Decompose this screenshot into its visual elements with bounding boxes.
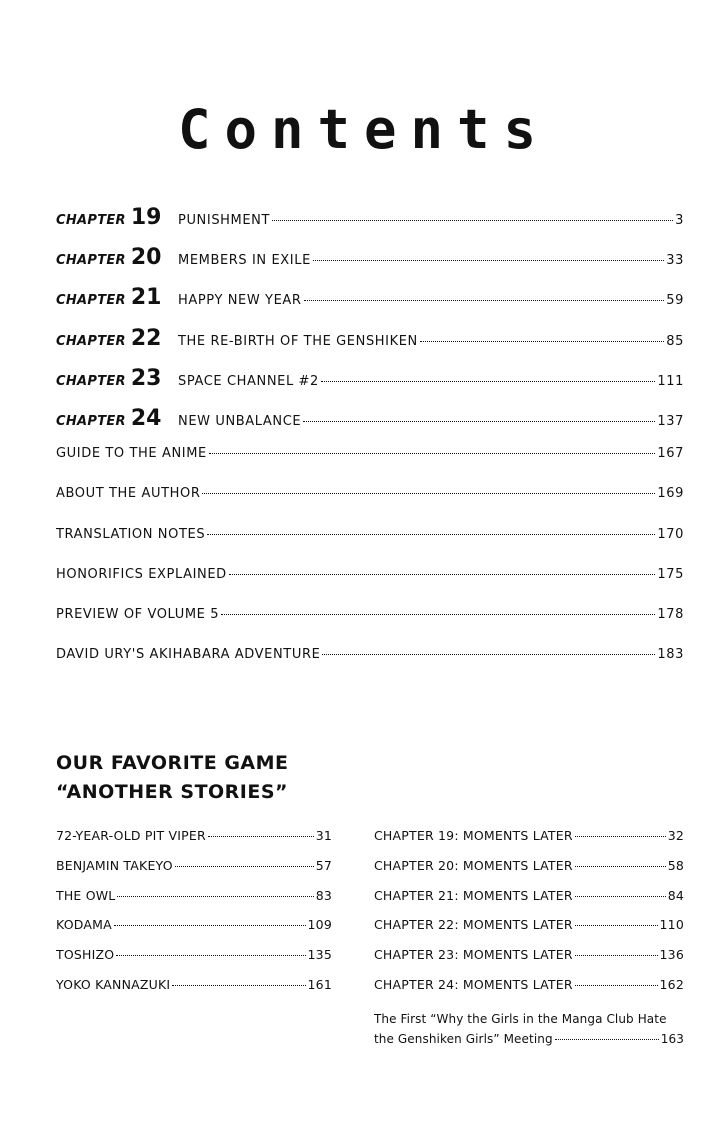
dot-leader	[575, 925, 658, 926]
page-number: 170	[657, 526, 684, 542]
dot-leader	[303, 421, 655, 422]
dot-leader	[321, 381, 655, 382]
game-section-heading	[56, 749, 289, 807]
chapter-label	[56, 326, 178, 351]
game-list-left	[56, 828, 332, 1007]
toc-chapter-21[interactable]	[56, 285, 684, 325]
toc-guide-to-the-anime[interactable]	[56, 446, 684, 486]
entry-title: BENJAMIN TAKEYO	[56, 857, 173, 873]
dot-leader	[575, 866, 666, 867]
page-number: 32	[667, 828, 684, 843]
chapter-label	[56, 366, 178, 391]
dot-leader	[207, 534, 655, 535]
dot-leader	[202, 493, 655, 494]
dot-leader	[229, 574, 656, 575]
chapter-number: 22	[130, 325, 162, 351]
dot-leader	[575, 836, 666, 837]
page-number: 137	[657, 413, 684, 429]
dot-leader	[575, 985, 658, 986]
chapter-label	[56, 285, 178, 310]
toc-chapter-24[interactable]	[56, 406, 684, 446]
entry-title: TRANSLATION NOTES	[56, 526, 206, 542]
game-section-title-line2: “ANOTHER STORIES”	[56, 781, 289, 803]
chapter-word: CHAPTER	[56, 413, 126, 429]
list-item[interactable]	[374, 858, 684, 888]
chapter-title: THE RE-BIRTH OF THE GENSHIKEN	[178, 333, 418, 349]
toc-chapter-22[interactable]	[56, 326, 684, 366]
toc-akihabara-adventure[interactable]	[56, 647, 684, 687]
page-number: 183	[657, 647, 684, 663]
chapter-word: CHAPTER	[56, 253, 126, 269]
chapter-title: SPACE CHANNEL #2	[178, 373, 319, 389]
page-number: 136	[659, 947, 684, 963]
special-entry-line1: The First “Why the Girls in the Manga Club Hate	[374, 1011, 667, 1026]
chapter-title: NEW UNBALANCE	[178, 413, 302, 429]
chapter-title: PUNISHMENT	[178, 213, 271, 228]
dot-leader	[313, 260, 664, 261]
dot-leader	[172, 985, 305, 986]
page-number: 175	[657, 566, 684, 582]
chapter-number: 19	[130, 205, 162, 230]
page-number: 178	[657, 606, 684, 622]
entry-title: CHAPTER 22: MOMENTS LATER	[374, 917, 573, 933]
dot-leader	[322, 654, 655, 655]
page-number: 162	[659, 976, 684, 992]
entry-title: CHAPTER 21: MOMENTS LATER	[374, 887, 573, 903]
chapter-word: CHAPTER	[56, 373, 126, 389]
page-number: 109	[307, 917, 332, 933]
special-entry-line2: the Genshiken Girls” Meeting	[374, 1031, 553, 1046]
page-number: 83	[315, 887, 332, 903]
entry-title: KODAMA	[56, 917, 112, 933]
table-of-contents	[56, 205, 684, 687]
list-item[interactable]	[56, 888, 332, 918]
list-item[interactable]	[56, 947, 332, 977]
chapter-word: CHAPTER	[56, 293, 126, 309]
dot-leader	[575, 896, 666, 897]
page-number: 135	[307, 947, 332, 963]
chapter-word: CHAPTER	[56, 333, 126, 349]
toc-preview-of-volume-5[interactable]	[56, 607, 684, 647]
page-number: 169	[657, 486, 684, 502]
entry-title: TOSHIZO	[56, 947, 115, 963]
chapter-label	[56, 406, 178, 431]
page-number: 85	[666, 333, 684, 349]
page-number: 59	[666, 293, 684, 309]
entry-title: 72-YEAR-OLD PIT VIPER	[56, 828, 206, 843]
entry-title: CHAPTER 24: MOMENTS LATER	[374, 976, 573, 992]
page-number: 57	[315, 857, 332, 873]
chapter-label	[56, 205, 178, 230]
chapter-label	[56, 245, 178, 270]
page-number: 111	[657, 373, 684, 389]
dot-leader	[208, 836, 314, 837]
special-entry-line2-row	[374, 1029, 684, 1049]
chapter-number: 23	[130, 365, 162, 391]
entry-title: ABOUT THE AUTHOR	[56, 486, 201, 502]
dot-leader	[272, 220, 673, 221]
list-item[interactable]	[374, 977, 684, 1007]
entry-title: GUIDE TO THE ANIME	[56, 446, 207, 462]
entry-title: CHAPTER 20: MOMENTS LATER	[374, 857, 573, 873]
list-item[interactable]	[374, 947, 684, 977]
entry-title: CHAPTER 19: MOMENTS LATER	[374, 828, 573, 843]
entry-title: THE OWL	[56, 887, 116, 903]
chapter-word: CHAPTER	[56, 213, 126, 228]
page-number: 110	[659, 917, 684, 933]
toc-chapter-19[interactable]	[56, 205, 684, 245]
chapter-title: HAPPY NEW YEAR	[178, 293, 302, 309]
list-item[interactable]	[56, 828, 332, 858]
chapter-number: 24	[130, 405, 162, 431]
page-number: 33	[666, 253, 684, 269]
toc-honorifics-explained[interactable]	[56, 567, 684, 607]
list-item[interactable]	[374, 888, 684, 918]
entry-title: CHAPTER 23: MOMENTS LATER	[374, 947, 573, 963]
toc-translation-notes[interactable]	[56, 527, 684, 567]
dot-leader	[221, 614, 655, 615]
game-list-right	[374, 828, 684, 1049]
dot-leader	[114, 925, 306, 926]
entry-title: HONORIFICS EXPLAINED	[56, 566, 227, 582]
entry-title: DAVID URY'S AKIHABARA ADVENTURE	[56, 647, 321, 663]
page-number: 163	[660, 1031, 684, 1046]
list-item[interactable]	[56, 977, 332, 1007]
page-number: 84	[667, 887, 684, 903]
dot-leader	[175, 866, 314, 867]
entry-title: PREVIEW OF VOLUME 5	[56, 606, 220, 622]
chapter-title: MEMBERS IN EXILE	[178, 253, 311, 269]
dot-leader	[116, 955, 305, 956]
list-item[interactable]	[374, 917, 684, 947]
page-number: 58	[667, 857, 684, 873]
dot-leader	[575, 955, 658, 956]
page-number: 167	[657, 446, 684, 462]
entry-title: YOKO KANNAZUKI	[56, 976, 171, 992]
list-item[interactable]	[56, 917, 332, 947]
page-number: 161	[307, 976, 332, 992]
toc-chapter-20[interactable]	[56, 245, 684, 285]
dot-leader	[117, 896, 313, 897]
toc-chapter-23[interactable]	[56, 366, 684, 406]
page-title: Contents	[177, 98, 551, 161]
list-item[interactable]	[56, 858, 332, 888]
dot-leader	[209, 453, 656, 454]
special-meeting-entry[interactable]	[374, 1009, 684, 1049]
dot-leader	[420, 341, 664, 342]
list-item[interactable]	[374, 828, 684, 858]
dot-leader	[555, 1039, 659, 1040]
dot-leader	[304, 300, 665, 301]
toc-about-the-author[interactable]	[56, 486, 684, 526]
page-number: 3	[675, 213, 684, 228]
chapter-number: 20	[130, 245, 162, 271]
page-number: 31	[315, 828, 332, 843]
game-section-title-line1: OUR FAVORITE GAME	[56, 752, 289, 774]
chapter-number: 21	[130, 285, 162, 311]
